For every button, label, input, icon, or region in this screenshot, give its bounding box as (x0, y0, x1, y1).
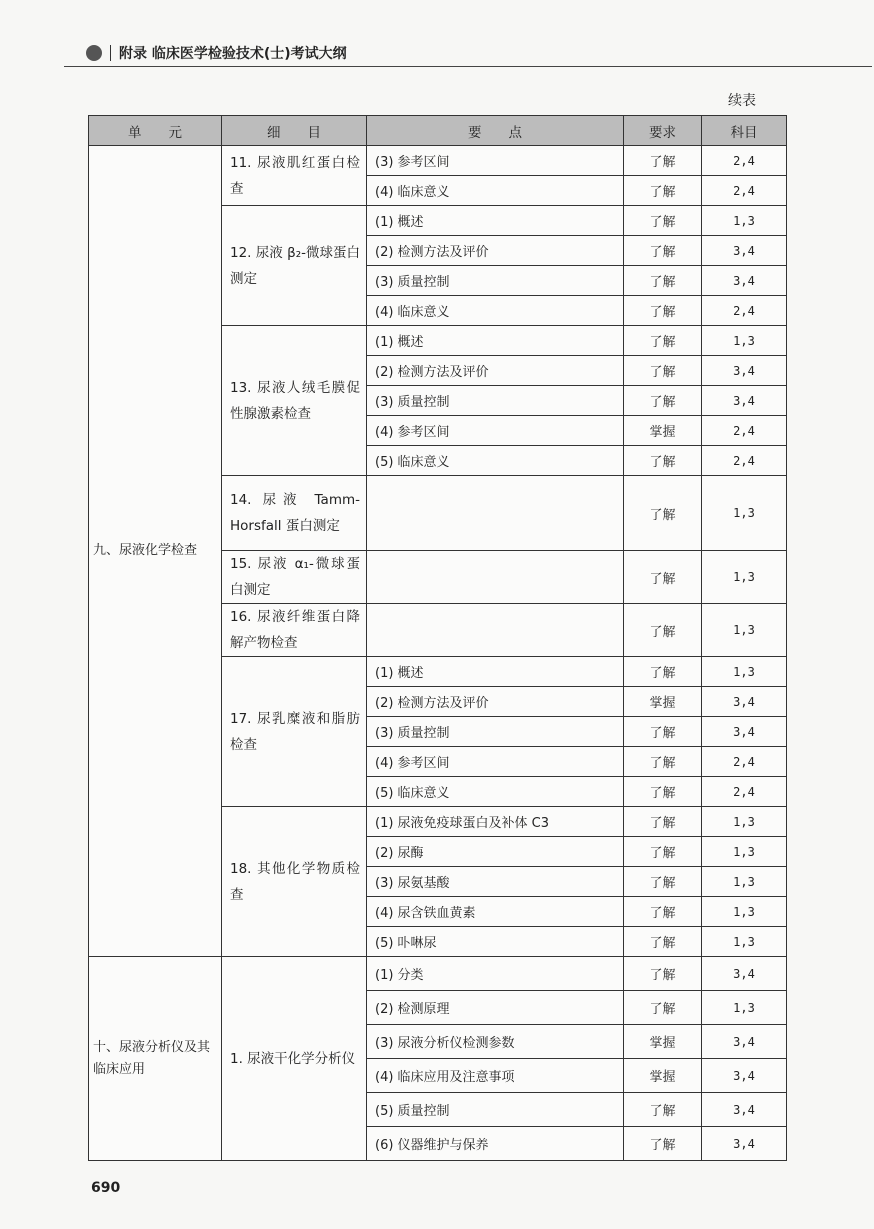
item-cell: 18. 其他化学物质检查 (222, 807, 367, 957)
requirement-cell: 了解 (624, 837, 702, 867)
point-cell: (2) 检测原理 (367, 991, 624, 1025)
point-cell: (5) 临床意义 (367, 777, 624, 807)
requirement-cell: 了解 (624, 657, 702, 687)
requirement-cell: 了解 (624, 176, 702, 206)
requirement-cell: 了解 (624, 927, 702, 957)
requirement-cell: 了解 (624, 356, 702, 386)
point-cell: (1) 概述 (367, 206, 624, 236)
subject-cell: 1,3 (702, 867, 787, 897)
running-header (64, 40, 872, 67)
requirement-cell: 掌握 (624, 416, 702, 446)
item-cell: 14. 尿液 Tamm-Horsfall 蛋白测定 (222, 476, 367, 551)
requirement-cell: 了解 (624, 807, 702, 837)
item-cell: 12. 尿液 β₂-微球蛋白测定 (222, 206, 367, 326)
requirement-cell: 了解 (624, 991, 702, 1025)
point-cell: (6) 仪器维护与保养 (367, 1127, 624, 1161)
table-row (89, 146, 787, 176)
point-cell: (5) 临床意义 (367, 446, 624, 476)
requirement-cell: 了解 (624, 326, 702, 356)
point-cell: (3) 质量控制 (367, 386, 624, 416)
unit-cell: 九、尿液化学检查 (89, 146, 222, 957)
subject-cell: 1,3 (702, 807, 787, 837)
requirement-cell: 了解 (624, 867, 702, 897)
continued-label: 续表 (728, 93, 756, 109)
book-logo-icon (86, 45, 102, 61)
requirement-cell: 了解 (624, 146, 702, 176)
requirement-cell: 了解 (624, 236, 702, 266)
subject-cell: 1,3 (702, 991, 787, 1025)
subject-cell: 3,4 (702, 717, 787, 747)
subject-cell: 3,4 (702, 236, 787, 266)
subject-cell: 3,4 (702, 1025, 787, 1059)
requirement-cell: 掌握 (624, 1025, 702, 1059)
subject-cell: 3,4 (702, 1059, 787, 1093)
subject-cell: 2,4 (702, 176, 787, 206)
requirement-cell: 了解 (624, 604, 702, 657)
requirement-cell: 了解 (624, 957, 702, 991)
requirement-cell: 了解 (624, 897, 702, 927)
item-cell: 16. 尿液纤维蛋白降解产物检查 (222, 604, 367, 657)
point-cell: (2) 检测方法及评价 (367, 356, 624, 386)
subject-cell: 3,4 (702, 957, 787, 991)
requirement-cell: 了解 (624, 476, 702, 551)
subject-cell: 2,4 (702, 747, 787, 777)
requirement-cell: 了解 (624, 446, 702, 476)
point-cell: (5) 质量控制 (367, 1093, 624, 1127)
col-header-item: 细 目 (222, 116, 367, 146)
point-cell: (3) 尿液分析仪检测参数 (367, 1025, 624, 1059)
point-cell: (5) 卟啉尿 (367, 927, 624, 957)
requirement-cell: 了解 (624, 266, 702, 296)
item-cell: 13. 尿液人绒毛膜促性腺激素检查 (222, 326, 367, 476)
requirement-cell: 了解 (624, 296, 702, 326)
point-cell: (3) 质量控制 (367, 266, 624, 296)
subject-cell: 1,3 (702, 657, 787, 687)
requirement-cell: 了解 (624, 386, 702, 416)
syllabus-table (88, 115, 787, 1161)
unit-cell: 十、尿液分析仪及其临床应用 (89, 957, 222, 1161)
point-cell: (1) 概述 (367, 326, 624, 356)
subject-cell: 3,4 (702, 266, 787, 296)
point-cell: (3) 质量控制 (367, 717, 624, 747)
point-cell: (3) 参考区间 (367, 146, 624, 176)
subject-cell: 2,4 (702, 416, 787, 446)
requirement-cell: 了解 (624, 206, 702, 236)
subject-cell: 3,4 (702, 386, 787, 416)
header-title: 附录 临床医学检验技术(士)考试大纲 (119, 46, 347, 62)
item-cell: 11. 尿液肌红蛋白检查 (222, 146, 367, 206)
point-cell: (4) 参考区间 (367, 416, 624, 446)
table-header-row (89, 116, 787, 146)
requirement-cell: 了解 (624, 1093, 702, 1127)
requirement-cell: 了解 (624, 717, 702, 747)
subject-cell: 3,4 (702, 1127, 787, 1161)
point-cell: (1) 概述 (367, 657, 624, 687)
subject-cell: 1,3 (702, 604, 787, 657)
requirement-cell: 了解 (624, 777, 702, 807)
requirement-cell: 掌握 (624, 687, 702, 717)
point-cell (367, 551, 624, 604)
requirement-cell: 了解 (624, 747, 702, 777)
point-cell (367, 604, 624, 657)
subject-cell: 1,3 (702, 837, 787, 867)
subject-cell: 1,3 (702, 927, 787, 957)
point-cell: (1) 分类 (367, 957, 624, 991)
point-cell: (4) 临床应用及注意事项 (367, 1059, 624, 1093)
subject-cell: 2,4 (702, 296, 787, 326)
requirement-cell: 了解 (624, 551, 702, 604)
requirement-cell: 了解 (624, 1127, 702, 1161)
subject-cell: 1,3 (702, 206, 787, 236)
col-header-unit: 单 元 (89, 116, 222, 146)
point-cell: (4) 尿含铁血黄素 (367, 897, 624, 927)
subject-cell: 2,4 (702, 146, 787, 176)
requirement-cell: 掌握 (624, 1059, 702, 1093)
subject-cell: 2,4 (702, 446, 787, 476)
col-header-subject: 科目 (702, 116, 787, 146)
page-number: 690 (91, 1180, 121, 1196)
subject-cell: 3,4 (702, 687, 787, 717)
subject-cell: 1,3 (702, 551, 787, 604)
header-divider (110, 45, 111, 61)
subject-cell: 3,4 (702, 1093, 787, 1127)
item-cell: 1. 尿液干化学分析仪 (222, 957, 367, 1161)
subject-cell: 1,3 (702, 897, 787, 927)
item-cell: 17. 尿乳糜液和脂肪检查 (222, 657, 367, 807)
point-cell (367, 476, 624, 551)
col-header-requirement: 要求 (624, 116, 702, 146)
table-row (89, 957, 787, 991)
subject-cell: 3,4 (702, 356, 787, 386)
point-cell: (2) 检测方法及评价 (367, 236, 624, 266)
subject-cell: 2,4 (702, 777, 787, 807)
col-header-point: 要 点 (367, 116, 624, 146)
item-cell: 15. 尿液 α₁-微球蛋白测定 (222, 551, 367, 604)
point-cell: (4) 参考区间 (367, 747, 624, 777)
point-cell: (3) 尿氨基酸 (367, 867, 624, 897)
table-body (89, 146, 787, 1161)
subject-cell: 1,3 (702, 476, 787, 551)
point-cell: (1) 尿液免疫球蛋白及补体 C3 (367, 807, 624, 837)
point-cell: (4) 临床意义 (367, 176, 624, 206)
point-cell: (4) 临床意义 (367, 296, 624, 326)
subject-cell: 1,3 (702, 326, 787, 356)
point-cell: (2) 检测方法及评价 (367, 687, 624, 717)
point-cell: (2) 尿酶 (367, 837, 624, 867)
